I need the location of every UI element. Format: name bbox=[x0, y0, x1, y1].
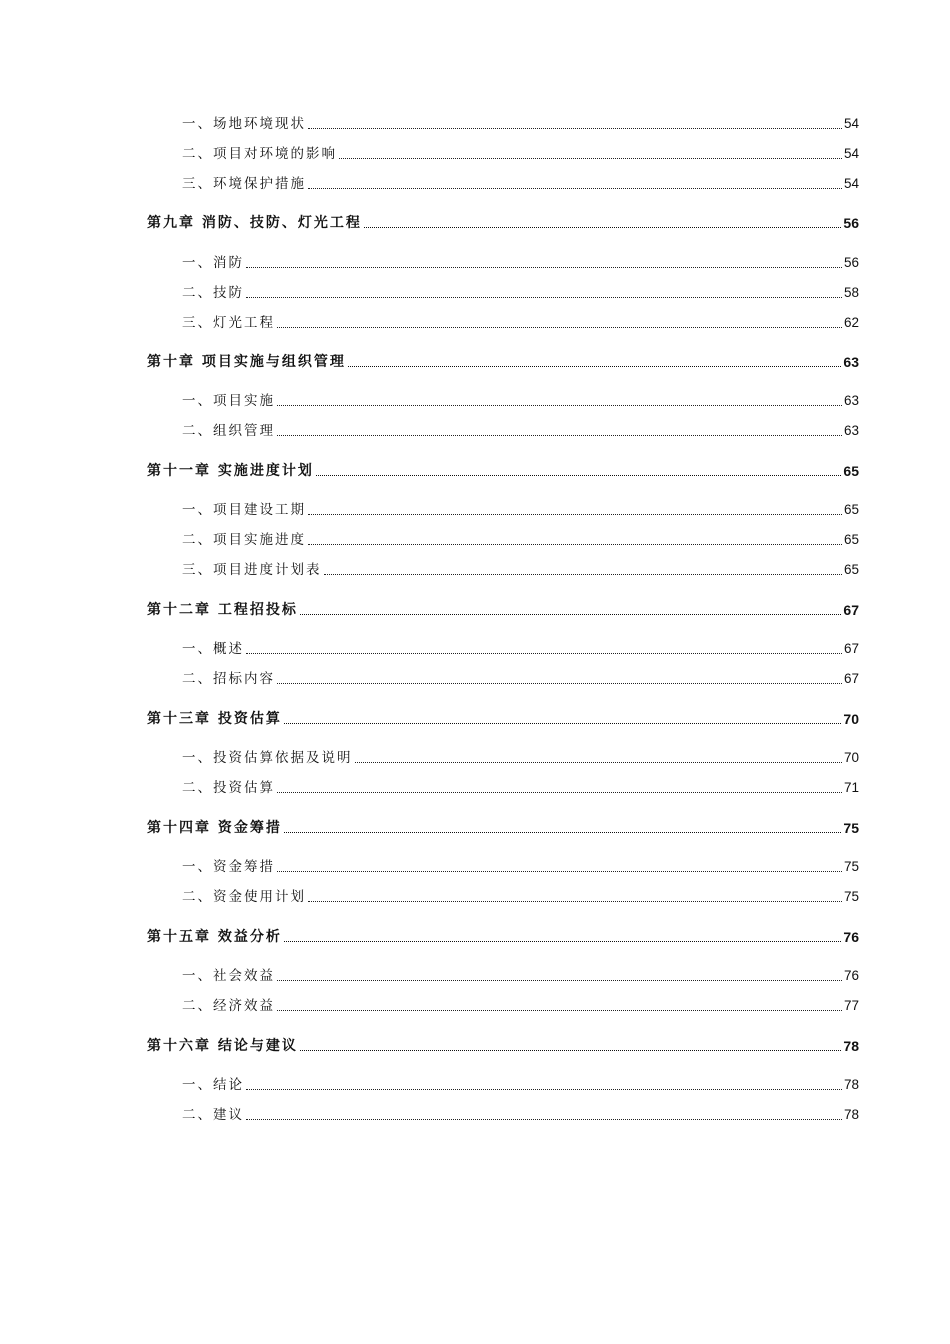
toc-entry-title: 二、组织管理 bbox=[182, 423, 275, 439]
toc-entry-title: 第十四章 资金筹措 bbox=[147, 820, 282, 836]
dot-leader bbox=[300, 614, 842, 615]
toc-page-number: 63 bbox=[843, 423, 859, 438]
dot-leader bbox=[246, 1119, 842, 1120]
dot-leader bbox=[277, 792, 842, 793]
toc-page-number: 76 bbox=[843, 929, 859, 945]
dot-leader bbox=[277, 327, 842, 328]
dot-leader bbox=[246, 267, 842, 268]
toc-page-number: 75 bbox=[843, 859, 859, 874]
toc-entry-title: 第十五章 效益分析 bbox=[147, 929, 282, 945]
toc-chapter-entry[interactable] bbox=[147, 352, 859, 372]
toc-entry-title: 一、项目实施 bbox=[182, 393, 275, 409]
toc-chapter-entry[interactable] bbox=[147, 461, 859, 481]
toc-entry-title: 第十三章 投资估算 bbox=[147, 711, 282, 727]
toc-section-entry[interactable] bbox=[182, 283, 859, 303]
toc-entry-title: 第十一章 实施进度计划 bbox=[147, 463, 314, 479]
toc-section-entry[interactable] bbox=[182, 114, 859, 134]
toc-entry-title: 三、项目进度计划表 bbox=[182, 562, 322, 578]
toc-page-number: 62 bbox=[843, 315, 859, 330]
toc-page-number: 54 bbox=[843, 176, 859, 191]
toc-chapter-entry[interactable] bbox=[147, 1036, 859, 1056]
toc-page-number: 65 bbox=[843, 562, 859, 577]
toc-entry-title: 第十六章 结论与建议 bbox=[147, 1038, 298, 1054]
toc-chapter-entry[interactable] bbox=[147, 709, 859, 729]
toc-section-entry[interactable] bbox=[182, 778, 859, 798]
dot-leader bbox=[284, 941, 842, 942]
toc-section-entry[interactable] bbox=[182, 1105, 859, 1125]
toc-page-number: 56 bbox=[843, 215, 859, 231]
toc-section-entry[interactable] bbox=[182, 500, 859, 520]
toc-section-entry[interactable] bbox=[182, 174, 859, 194]
dot-leader bbox=[284, 723, 842, 724]
dot-leader bbox=[246, 1089, 842, 1090]
toc-page-number: 67 bbox=[843, 641, 859, 656]
toc-entry-title: 一、结论 bbox=[182, 1077, 244, 1093]
toc-section-entry[interactable] bbox=[182, 996, 859, 1016]
dot-leader bbox=[277, 435, 842, 436]
toc-page-number: 65 bbox=[843, 532, 859, 547]
toc-entry-title: 一、概述 bbox=[182, 641, 244, 657]
toc-entry-title: 第十二章 工程招投标 bbox=[147, 602, 298, 618]
toc-chapter-entry[interactable] bbox=[147, 213, 859, 233]
dot-leader bbox=[277, 1010, 842, 1011]
toc-entry-title: 二、项目对环境的影响 bbox=[182, 146, 337, 162]
dot-leader bbox=[308, 188, 842, 189]
toc-section-entry[interactable] bbox=[182, 966, 859, 986]
toc-section-entry[interactable] bbox=[182, 639, 859, 659]
toc-page-number: 58 bbox=[843, 285, 859, 300]
toc-page-number: 63 bbox=[843, 393, 859, 408]
toc-entry-title: 二、招标内容 bbox=[182, 671, 275, 687]
dot-leader bbox=[324, 574, 842, 575]
toc-entry-title: 二、投资估算 bbox=[182, 780, 275, 796]
toc-page-number: 78 bbox=[843, 1107, 859, 1122]
toc-entry-title: 一、社会效益 bbox=[182, 968, 275, 984]
toc-section-entry[interactable] bbox=[182, 421, 859, 441]
toc-entry-title: 一、项目建设工期 bbox=[182, 502, 306, 518]
dot-leader bbox=[308, 128, 842, 129]
toc-section-entry[interactable] bbox=[182, 669, 859, 689]
dot-leader bbox=[308, 901, 842, 902]
dot-leader bbox=[246, 653, 842, 654]
dot-leader bbox=[308, 544, 842, 545]
toc-section-entry[interactable] bbox=[182, 391, 859, 411]
toc-section-entry[interactable] bbox=[182, 530, 859, 550]
dot-leader bbox=[277, 405, 842, 406]
dot-leader bbox=[277, 683, 842, 684]
dot-leader bbox=[339, 158, 842, 159]
toc-page-number: 75 bbox=[843, 889, 859, 904]
toc-entry-title: 二、建议 bbox=[182, 1107, 244, 1123]
dot-leader bbox=[277, 980, 842, 981]
toc-page-number: 63 bbox=[843, 354, 859, 370]
toc-entry-title: 一、投资估算依据及说明 bbox=[182, 750, 353, 766]
toc-page-number: 70 bbox=[843, 711, 859, 727]
toc-chapter-entry[interactable] bbox=[147, 600, 859, 620]
toc-entry-title: 二、项目实施进度 bbox=[182, 532, 306, 548]
toc-page-number: 76 bbox=[843, 968, 859, 983]
dot-leader bbox=[277, 871, 842, 872]
toc-entry-title: 一、资金筹措 bbox=[182, 859, 275, 875]
toc-section-entry[interactable] bbox=[182, 887, 859, 907]
toc-page-number: 77 bbox=[843, 998, 859, 1013]
toc-entry-title: 二、资金使用计划 bbox=[182, 889, 306, 905]
toc-page-number: 67 bbox=[843, 671, 859, 686]
toc-entry-title: 一、消防 bbox=[182, 255, 244, 271]
dot-leader bbox=[364, 227, 842, 228]
toc-entry-title: 二、技防 bbox=[182, 285, 244, 301]
toc-entry-title: 第九章 消防、技防、灯光工程 bbox=[147, 215, 362, 231]
toc-page-number: 56 bbox=[843, 255, 859, 270]
toc-section-entry[interactable] bbox=[182, 857, 859, 877]
toc-page-number: 78 bbox=[843, 1038, 859, 1054]
toc-chapter-entry[interactable] bbox=[147, 818, 859, 838]
toc-page-number: 70 bbox=[843, 750, 859, 765]
toc-page-number: 71 bbox=[843, 780, 859, 795]
toc-page-number: 75 bbox=[843, 820, 859, 836]
toc-page-number: 54 bbox=[843, 146, 859, 161]
toc-section-entry[interactable] bbox=[182, 144, 859, 164]
toc-chapter-entry[interactable] bbox=[147, 927, 859, 947]
toc-entry-title: 第十章 项目实施与组织管理 bbox=[147, 354, 346, 370]
toc-entry-title: 三、环境保护措施 bbox=[182, 176, 306, 192]
toc-page-number: 78 bbox=[843, 1077, 859, 1092]
toc-entry-title: 三、灯光工程 bbox=[182, 315, 275, 331]
toc-page-number: 67 bbox=[843, 602, 859, 618]
toc-entry-title: 一、场地环境现状 bbox=[182, 116, 306, 132]
dot-leader bbox=[348, 366, 842, 367]
toc-section-entry[interactable] bbox=[182, 313, 859, 333]
dot-leader bbox=[316, 475, 842, 476]
dot-leader bbox=[355, 762, 842, 763]
toc-section-entry[interactable] bbox=[182, 748, 859, 768]
toc-page-number: 54 bbox=[843, 116, 859, 131]
dot-leader bbox=[246, 297, 842, 298]
toc-page-number: 65 bbox=[843, 502, 859, 517]
toc-page-number: 65 bbox=[843, 463, 859, 479]
toc-entry-title: 二、经济效益 bbox=[182, 998, 275, 1014]
dot-leader bbox=[308, 514, 842, 515]
dot-leader bbox=[284, 832, 842, 833]
toc-section-entry[interactable] bbox=[182, 1075, 859, 1095]
dot-leader bbox=[300, 1050, 842, 1051]
toc-section-entry[interactable] bbox=[182, 253, 859, 273]
toc-section-entry[interactable] bbox=[182, 560, 859, 580]
